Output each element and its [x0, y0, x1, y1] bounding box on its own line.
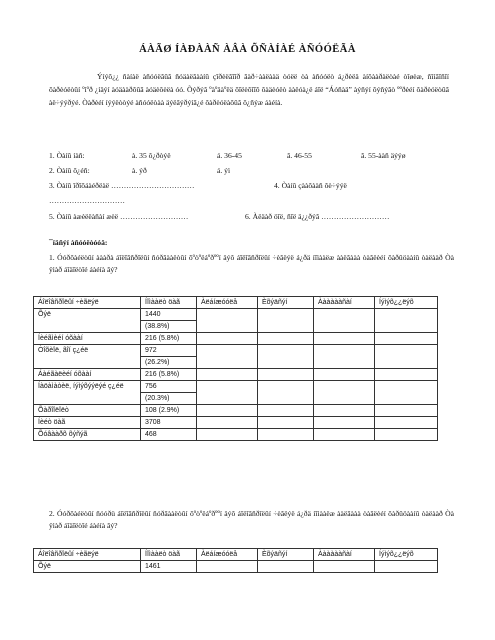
- hours-percent: (20.3%): [141, 392, 196, 402]
- answer-cell[interactable]: [314, 309, 375, 333]
- table-2-header: [34, 549, 438, 561]
- answer-cell[interactable]: [258, 381, 314, 405]
- degree-label: 6. Àëäàð öîë, ñîë ä¿¿ðýã ………………………: [245, 212, 390, 221]
- table-row: [34, 417, 438, 429]
- subject-blank: …………………………: [49, 196, 125, 205]
- header-hours: Íîìààëò öàã: [141, 297, 197, 309]
- answer-cell[interactable]: [258, 333, 314, 345]
- hours-value: 972: [145, 347, 157, 354]
- row-label: Íàöàìàòèë, íýìýõýýëýé ç¿éë: [34, 381, 141, 405]
- row-hours: 1461: [141, 561, 197, 573]
- table-row: [34, 381, 438, 405]
- answer-cell[interactable]: [258, 429, 314, 441]
- section-heading: ¯íäñýí àñóóëòóóä:: [49, 238, 108, 247]
- question-1: 1. Óóðõàéëòûí àààðà áîëîâñðîëûí ñóðãààëòûí õºòºëáºðººí äýõ áîëîâñðîëûí ÷èãëýë á¿ðä íîìààëæ ààëãààà òàãëèéí õàðûöààíû òàëààð Òà ÿìàð áîäîëòîé áàéíà âý?: [49, 253, 454, 274]
- row-hours: 216 (5.8%): [141, 369, 197, 381]
- age-option-c: â. 46-55: [287, 151, 312, 160]
- answer-cell[interactable]: [314, 405, 375, 417]
- row-label: Áàéãàëèéí óõààí: [34, 369, 141, 381]
- header-direction: Áîëîâñðîëûí ÷èãëýë: [34, 297, 141, 309]
- answer-cell[interactable]: [314, 333, 375, 345]
- row-hours: [141, 345, 197, 369]
- row-label: Õýë: [34, 309, 141, 333]
- question-2: 2. Óóðõàéëòûí ñóóðü áîëîâñðîëûí ñóðãààëòûí õºòºëáºðººí äýõ áîëîâñðîëûí ÷èãëýë á¿ðä íîìààëæ ààëãààà òàãëèéí õàðûöààíû òàëààð Òà ÿìàð áîäîëòîé áàéíà âý?: [49, 509, 454, 530]
- answer-cell[interactable]: [197, 417, 258, 429]
- answer-cell[interactable]: [197, 369, 258, 381]
- experience-label: 5. Òàíû àæèëëàñàí æèë ………………………: [49, 212, 189, 221]
- answer-cell[interactable]: [197, 405, 258, 417]
- hours-percent: (38.8%): [141, 320, 196, 330]
- answer-cell[interactable]: [375, 561, 438, 573]
- age-label: 1. Òàíû íàñ:: [49, 151, 85, 160]
- table-row: [34, 309, 438, 333]
- answer-cell[interactable]: [197, 381, 258, 405]
- answer-cell[interactable]: [375, 333, 438, 345]
- answer-cell[interactable]: [314, 417, 375, 429]
- row-label: Íèéò öàã: [34, 417, 141, 429]
- row-label: Õàðîîëîëò: [34, 405, 141, 417]
- answer-cell[interactable]: [314, 369, 375, 381]
- answer-cell[interactable]: [375, 429, 438, 441]
- answer-cell[interactable]: [258, 345, 314, 369]
- answer-cell[interactable]: [375, 417, 438, 429]
- header-hours: Íîìààëò öàã: [141, 549, 197, 561]
- age-option-b: á. 36-45: [217, 151, 242, 160]
- answer-cell[interactable]: [375, 405, 438, 417]
- subject-label: 4. Òàíû çààõààñ õè÷ýýë: [274, 181, 347, 190]
- answer-cell[interactable]: [197, 309, 258, 333]
- answer-cell[interactable]: [258, 405, 314, 417]
- answer-cell[interactable]: [314, 381, 375, 405]
- answer-cell[interactable]: [197, 429, 258, 441]
- header-col6: Íýìýõ¿¿ëýõ: [375, 297, 438, 309]
- answer-cell[interactable]: [314, 429, 375, 441]
- document-title: ÁÀÃØ ÍÀÐÀÀÑ ÀÂÀ ÕÑÀÍÀÉ ÀÑÓÓËÃÀ: [139, 44, 356, 55]
- gender-label: 2. Òàíû õ¿éñ:: [49, 166, 90, 175]
- answer-cell[interactable]: [314, 345, 375, 369]
- header-col5: Ààààààñàí: [314, 549, 375, 561]
- hours-value: 756: [145, 383, 157, 390]
- answer-cell[interactable]: [258, 561, 314, 573]
- answer-cell[interactable]: [375, 345, 438, 369]
- header-col4: Èõýäñýí: [258, 297, 314, 309]
- age-option-a: à. 35 õ¿ðòýë: [132, 151, 171, 160]
- table-row: [34, 333, 438, 345]
- header-col3: Àëáíæóóëå: [197, 549, 258, 561]
- row-label: Õóâààðõ õýñýã: [34, 429, 141, 441]
- age-option-d: ã. 55-ààñ äýýø: [361, 151, 406, 160]
- row-hours: 3708: [141, 417, 197, 429]
- answer-cell[interactable]: [258, 369, 314, 381]
- position-label: 3. Òàíû îðîõáàéðëàë ……………………………: [49, 181, 195, 190]
- hours-value: 1440: [145, 311, 161, 318]
- header-direction: Áîëîâñðîëûí ÷èãëýë: [34, 549, 141, 561]
- header-col4: Èõýäñýí: [258, 549, 314, 561]
- row-hours: 216 (5.8%): [141, 333, 197, 345]
- intro-paragraph: [49, 70, 449, 109]
- row-label: Íèéãìèéí óõààí: [34, 333, 141, 345]
- header-col5: Ààààààñàí: [314, 297, 375, 309]
- row-hours: [141, 309, 197, 333]
- header-col6: Íýìýõ¿¿ëýõ: [375, 549, 438, 561]
- table-row: [34, 429, 438, 441]
- header-col3: Àëáíæóóëå: [197, 297, 258, 309]
- answer-cell[interactable]: [314, 561, 375, 573]
- row-label: Òîõèîë, ãîí ç¿éë: [34, 345, 141, 369]
- hours-percent: (26.2%): [141, 356, 196, 366]
- answer-cell[interactable]: [197, 345, 258, 369]
- gender-option-b: á. ýì: [217, 166, 231, 175]
- answer-cell[interactable]: [258, 417, 314, 429]
- gender-option-a: à. ýð: [132, 166, 147, 175]
- table-1: [33, 296, 438, 441]
- answer-cell[interactable]: [375, 381, 438, 405]
- intro-text: Ýíýõ¿¿ ñàíàë àñóóëãûã ñóäàëãààíû çîðèëãîîð ãàð÷ààëààä òóëë òà àñóóëò á¿ðèëä àíõààðàëòàé òîøèæ, ñîíãîñîí õàðèóëòûí ºìºð ¿íäýí àóäààðõûã àóäèôèëà óó. Õýðýã ºàºäàºëä õîëèõîîõ õàäèóëò ààëóà¿ë áîë “Áóñàä” àýñýí õýñýãò ººðèéí õàðèóëòûã àë÷ýýðýé. Òàðèéí íýýëòòýé àñóóëòàà äýëãýðýíã¿é õàðèóëàõûã õ¿ñýæ áàéíà.: [49, 72, 449, 107]
- table-row: [34, 561, 438, 573]
- row-hours: 468: [141, 429, 197, 441]
- answer-cell[interactable]: [197, 561, 258, 573]
- row-hours: 108 (2.9%): [141, 405, 197, 417]
- table-row: [34, 369, 438, 381]
- table-row: [34, 405, 438, 417]
- row-label: Õýë: [34, 561, 141, 573]
- answer-cell[interactable]: [375, 369, 438, 381]
- table-2: [33, 548, 438, 573]
- answer-cell[interactable]: [197, 333, 258, 345]
- table-1-header: [34, 297, 438, 309]
- table-row: [34, 345, 438, 369]
- answer-cell[interactable]: [258, 309, 314, 333]
- row-hours: [141, 381, 197, 405]
- answer-cell[interactable]: [375, 309, 438, 333]
